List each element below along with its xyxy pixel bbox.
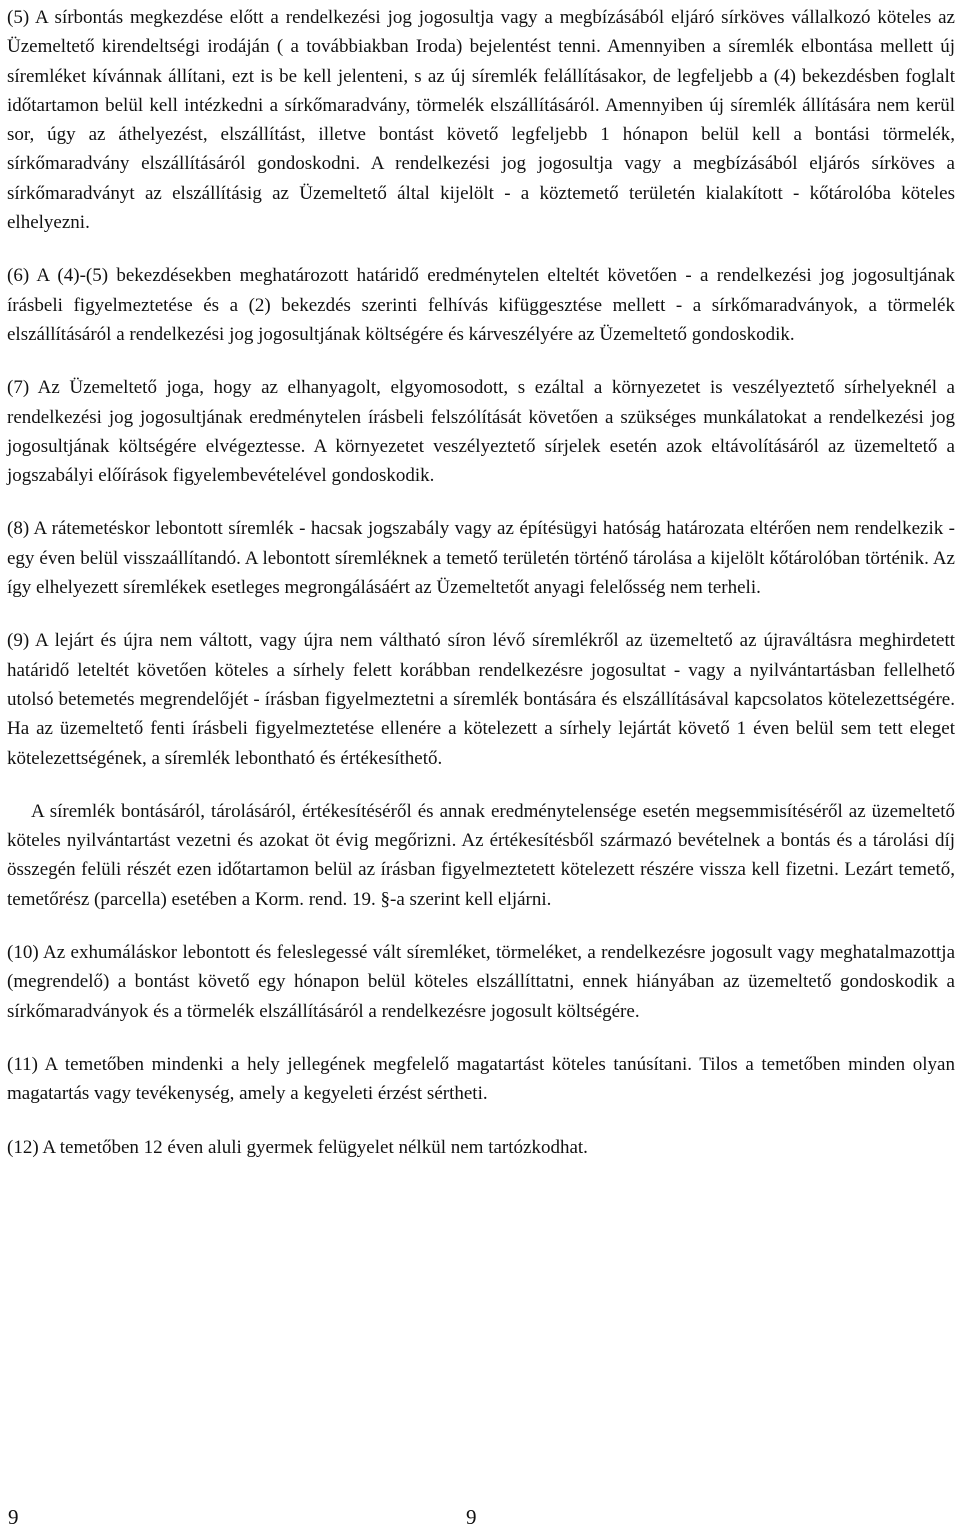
footer-page-number-left: 9 <box>8 1505 19 1529</box>
paragraph-12: (12) A temetőben 12 éven aluli gyermek felügyelet nélkül nem tartózkodhat. <box>7 1136 588 1158</box>
document-page <box>7 3 955 1162</box>
paragraph-6: (6) A (4)-(5) bekezdésekben meghatározott határidő eredménytelen elteltét követően - a rendelkezési jog jogosultjának írásbeli figyelmeztetése és a (2) bekezdés szerinti felhívás kifüggesztése mellett - a sírkőmaradványok, a törmelék elszállításáról a rendelkezési jog jogosultjának költségére és kárveszélyére az Üzemeltető gondoskodik. <box>7 265 955 345</box>
paragraph-9: (9) A lejárt és újra nem váltott, vagy újra nem váltható síron lévő síremlékről az üzemeltető az újraváltásra meghirdetett határidő leteltét követően köteles a sírhely felett korábban rendelkezésre jogosultat - vagy a nyilvántartásban fellelhető utolsó betemetés megrendelőjét - írásban figyelmeztetni a síremlék bontására és elszállításával kapcsolatos kötelezettségére. Ha az üzemeltető fenti írásbeli figyelmeztetése ellenére a kötelezett a sírhely lejártát követő 1 éven belül sem tett eleget kötelezettségének, a síremlék lebontható és értékesíthető. <box>7 630 955 769</box>
paragraph-5: (5) A sírbontás megkezdése előtt a rendelkezési jog jogosultja vagy a megbízásából eljáró sírköves vállalkozó köteles az Üzemeltető kirendeltségi irodáján ( a továbbiakban Iroda) bejelentést tenni. Amennyiben a síremlék elbontása mellett új síremléket kívánnak állítani, ezt is be kell jelenteni, s az új síremlék felállításakor, de legfeljebb a (4) bekezdésben foglalt időtartamon belül kell intézkedni a sírkőmaradvány, törmelék elszállításáról. Amennyiben új síremlék állítására nem kerül sor, úgy az áthelyezést, elszállítást, illetve bontást követő legfeljebb 1 hónapon belül kell a bontási törmelék, sírkőmaradvány elszállításáról gondoskodni. A rendelkezési jog jogosultja vagy a megbízásából eljárós sírköves a sírkőmaradványt az elszállításig az Üzemeltető által kijelölt - a köztemető területén kialakított - kőtárolóba köteles elhelyezni. <box>7 7 955 234</box>
paragraph-11: (11) A temetőben mindenki a hely jellegének megfelelő magatartást köteles tanúsítani. Tilos a temetőben minden olyan magatartás vagy tevékenység, amely a kegyeleti érzést sértheti. <box>7 1053 955 1105</box>
paragraph-10: (10) Az exhumáláskor lebontott és feleslegessé vált síremléket, törmeléket, a rendelkezésre jogosult vagy meghatalmazottja (megrendelő) a bontást követő egy hónapon belül köteles elszállíttatni, ennek hiányában az üzemeltető gondoskodik a sírkőmaradványok és a törmelék elszállításáról a rendelkezésre jogosult költségére. <box>7 942 955 1022</box>
paragraph-7: (7) Az Üzemeltető joga, hogy az elhanyagolt, elgyomosodott, s ezáltal a környezetet is veszélyeztető sírhelyeknél a rendelkezési jog jogosultjának eredménytelen írásbeli felszólítását követően a szükséges munkálatokat a rendelkezési jog jogosultjának költségére elvégeztesse. A környezetet veszélyeztető sírjelek esetén azok eltávolításáról az üzemeltető a jogszabályi előírások figyelembevételével gondoskodik. <box>7 377 955 487</box>
paragraph-8: (8) A rátemetéskor lebontott síremlék - hacsak jogszabály vagy az építésügyi hatóság határozata eltérően nem rendelkezik - egy éven belül visszaállítandó. A lebontott síremléknek a temető területén történő tárolása a kijelölt kőtárolóban történik. Az így elhelyezett síremlékek esetleges megrongálásáért az Üzemeltetőt anyagi felelősség nem terheli. <box>7 518 955 599</box>
paragraph-9-continuation: A síremlék bontásáról, tárolásáról, értékesítéséről és annak eredménytelensége esetén megsemmisítéséről az üzemeltető köteles nyilvántartást vezetni és azokat öt évig megőrizni. Az értékesítésből származó bevételnek a bontás és a tárolási díj összegén felüli részét ezen időtartamon belül az írásban figyelmeztetett kötelezett részére vissza kell fizetni. Lezárt temető, temetőrész (parcella) esetében a Korm. rend. 19. §-a szerint kell eljárni. <box>7 800 955 910</box>
footer-page-number-right: 9 <box>466 1505 477 1529</box>
